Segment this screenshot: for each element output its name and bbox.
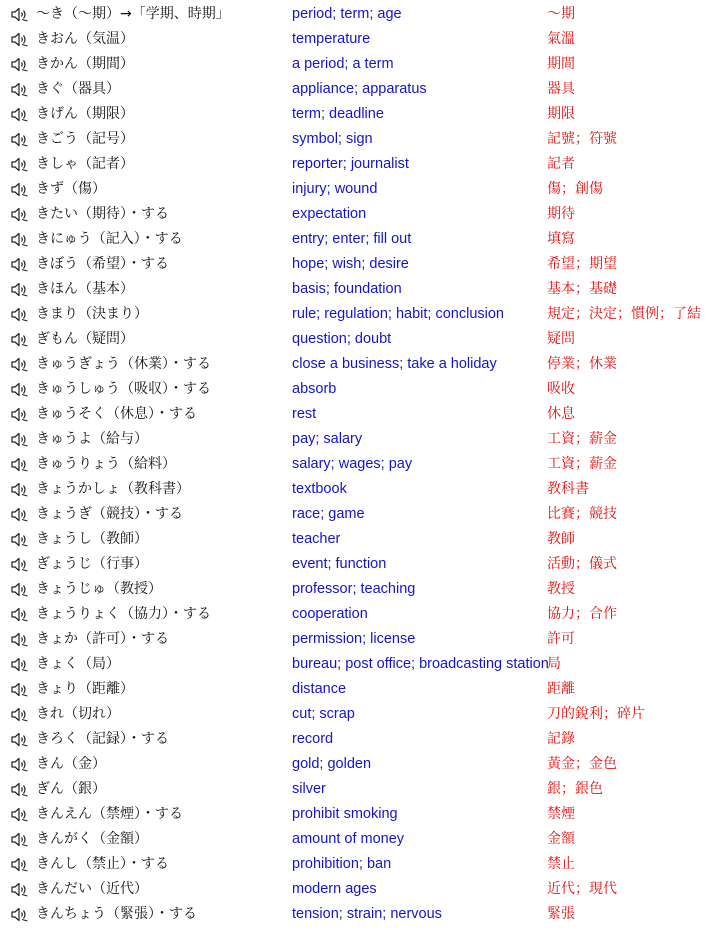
chinese-meaning: 氣溫 <box>547 31 575 47</box>
chinese-meaning: 教授 <box>547 581 575 597</box>
vocab-row <box>0 552 720 577</box>
japanese-term: きんだい（近代） <box>36 881 148 897</box>
vocab-row <box>0 77 720 102</box>
speaker-icon[interactable] <box>11 457 29 472</box>
japanese-term: きげん（期限） <box>36 106 134 122</box>
english-meaning: injury; wound <box>292 181 378 197</box>
vocab-row <box>0 627 720 652</box>
chinese-meaning: 教科書 <box>547 481 589 497</box>
vocab-row <box>0 827 720 852</box>
chinese-meaning: 刀的銳利；碎片 <box>547 706 645 722</box>
japanese-term: きゅうりょう（給料） <box>36 456 176 472</box>
japanese-term: ぎん（銀） <box>36 781 106 797</box>
speaker-icon[interactable] <box>11 707 29 722</box>
english-meaning: prohibition; ban <box>292 856 392 872</box>
vocab-row <box>0 452 720 477</box>
vocab-row <box>0 702 720 727</box>
speaker-icon[interactable] <box>11 757 29 772</box>
japanese-term: きぐ（器具） <box>36 81 120 97</box>
vocab-row <box>0 902 720 927</box>
chinese-meaning: 工資；薪金 <box>547 431 617 447</box>
speaker-icon[interactable] <box>11 607 29 622</box>
chinese-meaning: 休息 <box>547 406 575 422</box>
chinese-meaning: 期待 <box>547 206 575 222</box>
japanese-term: きょく（局） <box>36 656 120 672</box>
vocab-row <box>0 477 720 502</box>
chinese-meaning: 疑問 <box>547 331 575 347</box>
speaker-icon[interactable] <box>11 557 29 572</box>
english-meaning: temperature <box>292 31 371 47</box>
english-meaning: cooperation <box>292 606 368 622</box>
chinese-meaning: 比賽；競技 <box>547 506 617 522</box>
speaker-icon[interactable] <box>11 257 29 272</box>
speaker-icon[interactable] <box>11 407 29 422</box>
chinese-meaning: ～期 <box>547 6 575 22</box>
english-meaning: race; game <box>292 506 365 522</box>
vocab-row <box>0 277 720 302</box>
speaker-icon[interactable] <box>11 782 29 797</box>
japanese-term: きろく（記録）・する <box>36 731 169 747</box>
vocab-row <box>0 727 720 752</box>
english-meaning: amount of money <box>292 831 405 847</box>
vocab-row <box>0 777 720 802</box>
english-meaning: appliance; apparatus <box>292 81 427 97</box>
japanese-term: きまり（決まり） <box>36 306 148 322</box>
speaker-icon[interactable] <box>11 132 29 147</box>
chinese-meaning: 基本；基礎 <box>547 281 617 297</box>
chinese-meaning: 緊張 <box>547 906 575 922</box>
japanese-term: きぼう（希望）・する <box>36 256 169 272</box>
english-meaning: pay; salary <box>292 431 363 447</box>
japanese-term: きほん（基本） <box>36 281 134 297</box>
english-meaning: professor; teaching <box>292 581 416 597</box>
japanese-term: きょうぎ（競技）・する <box>36 506 183 522</box>
speaker-icon[interactable] <box>11 57 29 72</box>
chinese-meaning: 協力；合作 <box>547 606 617 622</box>
speaker-icon[interactable] <box>11 857 29 872</box>
speaker-icon[interactable] <box>11 157 29 172</box>
chinese-meaning: 填寫 <box>547 231 575 247</box>
english-meaning: basis; foundation <box>292 281 402 297</box>
speaker-icon[interactable] <box>11 357 29 372</box>
japanese-term: きゅうぎょう（休業）・する <box>36 356 211 372</box>
vocab-row <box>0 752 720 777</box>
chinese-meaning: 活動；儀式 <box>547 556 617 572</box>
japanese-term: きず（傷） <box>36 181 106 197</box>
chinese-meaning: 禁止 <box>547 856 575 872</box>
speaker-icon[interactable] <box>11 832 29 847</box>
speaker-icon[interactable] <box>11 32 29 47</box>
english-meaning: cut; scrap <box>292 706 355 722</box>
vocab-row <box>0 402 720 427</box>
japanese-term: きょうかしょ（教科書） <box>36 481 190 497</box>
vocab-row <box>0 127 720 152</box>
japanese-term: きんし（禁止）・する <box>36 856 169 872</box>
english-meaning: distance <box>292 681 347 697</box>
chinese-meaning: 教師 <box>547 531 575 547</box>
english-meaning: prohibit smoking <box>292 806 398 822</box>
chinese-meaning: 記號；符號 <box>547 131 617 147</box>
japanese-term: きたい（期待）・する <box>36 206 169 222</box>
chinese-meaning: 停業；休業 <box>547 356 617 372</box>
japanese-term: きにゅう（記入）・する <box>36 231 183 247</box>
japanese-term: きおん（気温） <box>36 31 134 47</box>
speaker-icon[interactable] <box>11 682 29 697</box>
english-meaning: salary; wages; pay <box>292 456 413 472</box>
english-meaning: teacher <box>292 531 341 547</box>
english-meaning: bureau; post office; broadcasting station <box>292 656 549 672</box>
speaker-icon[interactable] <box>11 907 29 922</box>
speaker-icon[interactable] <box>11 332 29 347</box>
chinese-meaning: 近代；現代 <box>547 881 617 897</box>
vocab-row <box>0 52 720 77</box>
japanese-term: きょか（許可）・する <box>36 631 169 647</box>
chinese-meaning: 禁煙 <box>547 806 575 822</box>
vocab-row <box>0 802 720 827</box>
japanese-term: きゅうしゅう（吸収）・する <box>36 381 211 397</box>
english-meaning: silver <box>292 781 326 797</box>
chinese-meaning: 希望；期望 <box>547 256 617 272</box>
japanese-term: きんちょう（緊張）・する <box>36 906 197 922</box>
japanese-term: きょうし（教師） <box>36 531 148 547</box>
japanese-term: きょり（距離） <box>36 681 134 697</box>
vocab-row <box>0 302 720 327</box>
english-meaning: question; doubt <box>292 331 392 347</box>
speaker-icon[interactable] <box>11 107 29 122</box>
speaker-icon[interactable] <box>11 382 29 397</box>
japanese-term: ぎもん（疑問） <box>36 331 134 347</box>
japanese-term: ぎょうじ（行事） <box>36 556 148 572</box>
chinese-meaning: 傷；創傷 <box>547 181 603 197</box>
speaker-icon[interactable] <box>11 582 29 597</box>
english-meaning: close a business; take a holiday <box>292 356 497 372</box>
speaker-icon[interactable] <box>11 282 29 297</box>
speaker-icon[interactable] <box>11 7 29 22</box>
vocab-row <box>0 177 720 202</box>
english-meaning: rest <box>292 406 317 422</box>
vocab-row <box>0 677 720 702</box>
speaker-icon[interactable] <box>11 207 29 222</box>
english-meaning: modern ages <box>292 881 377 897</box>
chinese-meaning: 記者 <box>547 156 575 172</box>
speaker-icon[interactable] <box>11 82 29 97</box>
vocab-row <box>0 877 720 902</box>
japanese-term: きれ（切れ） <box>36 706 120 722</box>
chinese-meaning: 金額 <box>547 831 575 847</box>
chinese-meaning: 吸收 <box>547 381 575 397</box>
speaker-icon[interactable] <box>11 507 29 522</box>
japanese-term: きょうじゅ（教授） <box>36 581 162 597</box>
vocab-row <box>0 852 720 877</box>
english-meaning: entry; enter; fill out <box>292 231 412 247</box>
english-meaning: event; function <box>292 556 387 572</box>
speaker-icon[interactable] <box>11 632 29 647</box>
chinese-meaning: 許可 <box>547 631 575 647</box>
speaker-icon[interactable] <box>11 432 29 447</box>
speaker-icon[interactable] <box>11 532 29 547</box>
chinese-meaning: 局 <box>547 656 561 672</box>
english-meaning: a period; a term <box>292 56 394 72</box>
vocab-row <box>0 327 720 352</box>
vocab-row <box>0 602 720 627</box>
speaker-icon[interactable] <box>11 657 29 672</box>
vocab-row <box>0 202 720 227</box>
chinese-meaning: 期間 <box>547 56 575 72</box>
chinese-meaning: 工資；薪金 <box>547 456 617 472</box>
chinese-meaning: 距離 <box>547 681 575 697</box>
english-meaning: rule; regulation; habit; conclusion <box>292 306 504 322</box>
vocab-row <box>0 352 720 377</box>
japanese-term: きんえん（禁煙）・する <box>36 806 183 822</box>
english-meaning: expectation <box>292 206 367 222</box>
japanese-term: きゅうよ（給与） <box>36 431 148 447</box>
vocab-row <box>0 152 720 177</box>
speaker-icon[interactable] <box>11 307 29 322</box>
english-meaning: record <box>292 731 334 747</box>
english-meaning: tension; strain; nervous <box>292 906 442 922</box>
speaker-icon[interactable] <box>11 732 29 747</box>
english-meaning: period; term; age <box>292 6 402 22</box>
chinese-meaning: 規定；決定；慣例；了結 <box>547 306 701 322</box>
chinese-meaning: 期限 <box>547 106 575 122</box>
english-meaning: hope; wish; desire <box>292 256 409 272</box>
vocab-row <box>0 502 720 527</box>
chinese-meaning: 記錄 <box>547 731 575 747</box>
vocab-row <box>0 652 720 677</box>
vocab-row <box>0 2 720 27</box>
vocab-row <box>0 252 720 277</box>
speaker-icon[interactable] <box>11 182 29 197</box>
japanese-term: きょうりょく（協力）・する <box>36 606 211 622</box>
speaker-icon[interactable] <box>11 882 29 897</box>
speaker-icon[interactable] <box>11 232 29 247</box>
english-meaning: gold; golden <box>292 756 372 772</box>
english-meaning: permission; license <box>292 631 416 647</box>
vocab-row <box>0 102 720 127</box>
chinese-meaning: 銀；銀色 <box>547 781 603 797</box>
english-meaning: textbook <box>292 481 347 497</box>
vocab-row <box>0 577 720 602</box>
vocab-row <box>0 427 720 452</box>
japanese-term: きごう（記号） <box>36 131 134 147</box>
japanese-term: きんがく（金額） <box>36 831 148 847</box>
vocab-row <box>0 377 720 402</box>
vocab-row <box>0 227 720 252</box>
english-meaning: symbol; sign <box>292 131 373 147</box>
japanese-term: きん（金） <box>36 756 106 772</box>
japanese-term: ～き（～期）→「学期、時期」 <box>36 6 230 22</box>
speaker-icon[interactable] <box>11 807 29 822</box>
english-meaning: absorb <box>292 381 337 397</box>
speaker-icon[interactable] <box>11 482 29 497</box>
japanese-term: きかん（期間） <box>36 56 134 72</box>
chinese-meaning: 黃金；金色 <box>547 756 617 772</box>
english-meaning: reporter; journalist <box>292 156 409 172</box>
english-meaning: term; deadline <box>292 106 384 122</box>
japanese-term: きゅうそく（休息）・する <box>36 406 197 422</box>
japanese-term: きしゃ（記者） <box>36 156 134 172</box>
chinese-meaning: 器具 <box>547 81 575 97</box>
vocab-row <box>0 527 720 552</box>
vocab-row <box>0 27 720 52</box>
